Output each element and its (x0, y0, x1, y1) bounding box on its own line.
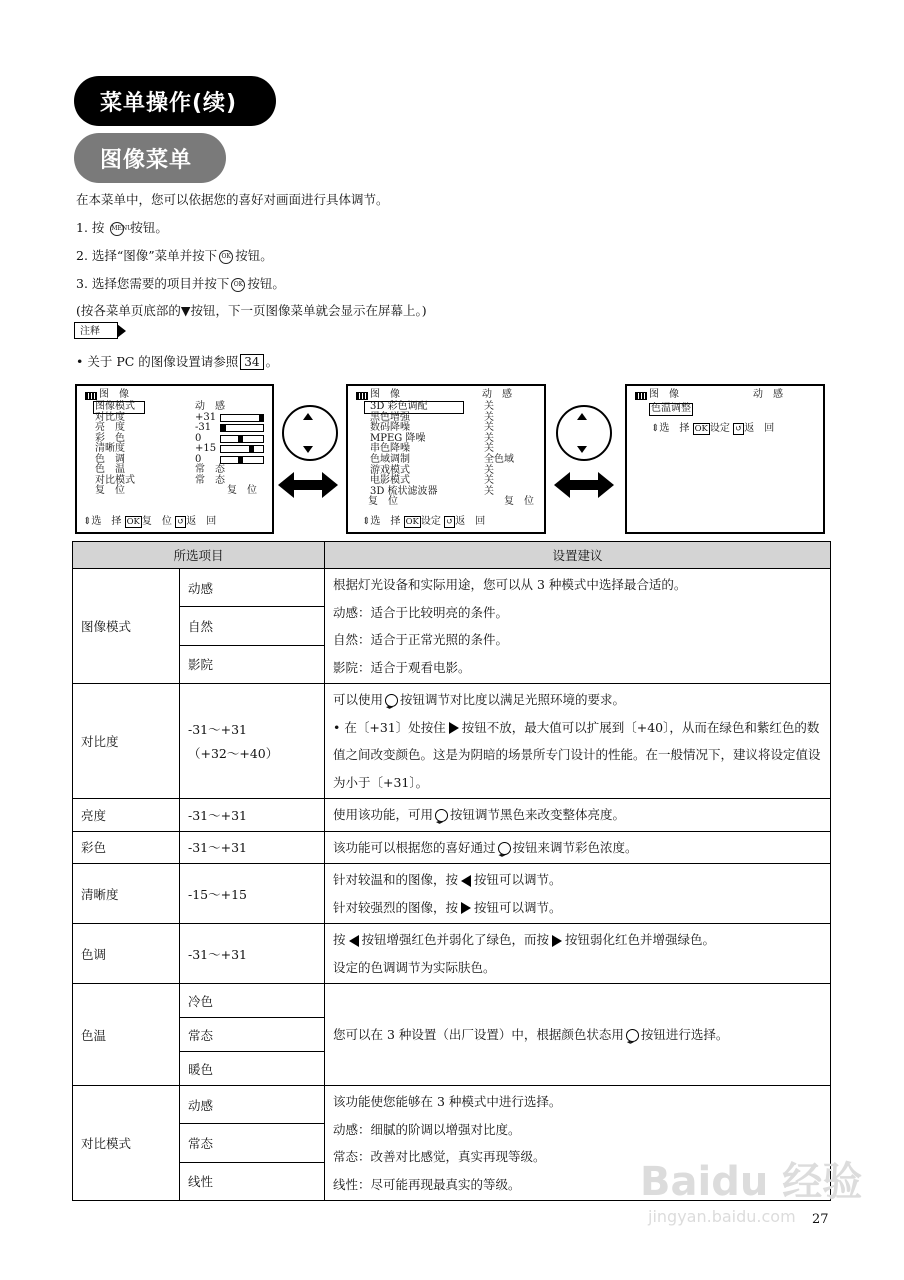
osd-row-label: 对比模式 (95, 474, 135, 486)
osd-row-value: 全色域 (484, 454, 514, 465)
page-reference: 34 (240, 354, 263, 370)
option: 自然 (180, 607, 325, 645)
osd-title-value: 动 感 (753, 389, 783, 400)
osd-row-label: 图像模式 (95, 401, 135, 412)
menu-icon (356, 392, 368, 400)
range-sharpness: -15～+15 (180, 864, 325, 924)
menu-button-icon: MENU (110, 222, 124, 236)
osd-row-label: MPEG 降噪 (370, 432, 426, 444)
osd-row-value: 关 (484, 411, 494, 423)
ok-icon: OK (126, 517, 140, 527)
osd-row-value: -31 (195, 422, 212, 433)
advice-sharpness: 针对较温和的图像，按 按钮可以调节。 针对较强烈的图像，按 按钮可以调节。 (325, 864, 831, 924)
option: 动感 (180, 1086, 325, 1124)
item-color: 彩色 (73, 831, 180, 864)
advice-contrast-mode: 该功能使您能够在 3 种模式中进行选择。 动感：细腻的阶调以增强对比度。 常态：改善对比感觉，真实再现等级。 线性：尽可能再现最真实的等级。 (325, 1086, 831, 1201)
range-tint: -31～+31 (180, 924, 325, 984)
osd-row-label: 游戏模式 (370, 464, 410, 476)
osd-level-bar (220, 456, 264, 464)
osd-title: 图 像 (99, 389, 129, 400)
note-tag: 注释 (74, 322, 118, 339)
return-icon: ↺ (177, 517, 185, 527)
up-down-dial-icon (282, 405, 338, 461)
osd-row-value: 常 态 (195, 474, 225, 486)
osd-row-value: +31 (195, 411, 217, 423)
left-right-button-icon (385, 694, 398, 707)
settings-table (72, 541, 831, 1201)
osd-row-label: 黑色增强 (370, 411, 410, 423)
option: 冷色 (180, 984, 325, 1018)
range-contrast: -31～+31 （+32～+40） (180, 684, 325, 799)
osd-row-value: 关 (484, 401, 494, 412)
left-arrow-icon (349, 935, 359, 947)
item-tint: 色调 (73, 924, 180, 984)
section-title: 菜单操作(续) (74, 76, 276, 126)
up-down-icon: ⇕ (83, 516, 92, 527)
osd-row-label: 彩 色 (95, 432, 125, 444)
item-contrast-mode: 对比模式 (73, 1086, 180, 1201)
right-arrow-icon (552, 935, 562, 947)
advice-color: 该功能可以根据您的喜好通过◂▸ 按钮来调节彩色浓度。 (325, 831, 831, 864)
item-contrast: 对比度 (73, 684, 180, 799)
osd-row-label: 串色降噪 (370, 443, 410, 455)
osd-row-value: 关 (484, 475, 494, 487)
osd-row-color-temp-adjust: 色温调整 (651, 403, 691, 414)
advice-contrast: 可以使用◂▸ 按钮调节对比度以满足光照环境的要求。 • 在〔+31〕处按住 按钮不放，最大值可以扩展到〔+40〕，从而在绿色和紫红色的数值之间改变颜色。这是为阴暗的场景所专门设计的性能。在一般情况下，建议将设定值设为小于〔+31〕。 (325, 684, 831, 799)
step-2: 2. 选择“图像”菜单并按下 OK 按钮。 (76, 248, 273, 263)
menu-icon (635, 392, 647, 400)
option: 常态 (180, 1018, 325, 1052)
double-arrow-icon (292, 480, 324, 490)
osd-row-value: 复 位 (504, 496, 534, 508)
osd-row-label: 复 位 (95, 485, 125, 496)
watermark: Baidu 经验 jingyan.baidu.com (640, 1159, 863, 1226)
osd-row-label: 对比度 (95, 411, 125, 423)
intro-line: 在本菜单中，您可以依据您的喜好对画面进行具体调节。 (76, 192, 389, 207)
osd-row-label: 3D 梳状滤波器 (370, 485, 438, 497)
step-3: 3. 选择您需要的项目并按下 OK 按钮。 (76, 276, 285, 291)
return-icon: ↺ (735, 424, 743, 434)
left-arrow-icon (461, 875, 471, 887)
option: 线性 (180, 1162, 325, 1200)
osd-title-value: 动 感 (482, 389, 512, 400)
osd-level-marker (221, 425, 226, 431)
osd-level-bar (220, 424, 264, 432)
osd-title: 图 像 (649, 389, 679, 400)
osd-row-label: 亮 度 (95, 422, 125, 433)
osd-row-value: 关 (484, 464, 494, 476)
osd-row-label: 色 温 (95, 464, 125, 475)
ok-icon: OK (694, 424, 708, 434)
item-sharpness: 清晰度 (73, 864, 180, 924)
osd-level-bar (220, 414, 264, 422)
left-right-button-icon (498, 842, 511, 855)
osd-title: 图 像 (370, 389, 400, 400)
osd-row-label: 色域调制 (370, 454, 410, 465)
note-line: (按各菜单页底部的▼按钮，下一页图像菜单就会显示在屏幕上。) (76, 303, 427, 318)
table-header-advice: 设置建议 (325, 542, 831, 569)
left-right-button-icon (435, 809, 448, 822)
osd-row-label: 电影模式 (370, 475, 410, 487)
osd-screen-picture-1 (75, 384, 274, 534)
up-down-dial-icon (556, 405, 612, 461)
osd-row-value: 关 (484, 443, 494, 455)
osd-row-label: 数码降噪 (370, 422, 410, 434)
osd-row-value: 动 感 (195, 401, 225, 412)
up-down-icon: ⇕ (362, 516, 371, 527)
item-color-temp: 色温 (73, 984, 180, 1086)
osd-row-value: 复 位 (227, 485, 257, 496)
ok-button-icon: OK (219, 250, 233, 264)
osd-row-value: +15 (195, 443, 217, 454)
osd-row-label: 3D 彩色调配 (370, 401, 428, 412)
item-picture-mode: 图像模式 (73, 569, 180, 684)
osd-row-value: 关 (484, 422, 494, 434)
range-brightness: -31～+31 (180, 799, 325, 832)
advice-brightness: 使用该功能，可用◂▸ 按钮调节黑色来改变整体亮度。 (325, 799, 831, 832)
osd-row-label: 清晰度 (95, 443, 125, 454)
osd-level-marker (259, 415, 264, 421)
osd-row-value: 0 (195, 453, 202, 465)
osd-level-marker (238, 457, 243, 463)
ok-button-icon: OK (231, 278, 245, 292)
advice-picture-mode: 根据灯光设备和实际用途，您可以从 3 种模式中选择最合适的。 动感：适合于比较明亮的条件。 自然：适合于正常光照的条件。 影院：适合于观看电影。 (325, 569, 831, 684)
osd-row-value: 常 态 (195, 464, 225, 475)
item-brightness: 亮度 (73, 799, 180, 832)
osd-row-value: 0 (195, 432, 202, 444)
right-arrow-icon (449, 722, 459, 734)
menu-icon (85, 392, 97, 400)
osd-screen-picture-2 (346, 384, 546, 534)
osd-screen-picture-3 (625, 384, 825, 534)
subsection-title: 图像菜单 (74, 133, 226, 183)
option: 影院 (180, 645, 325, 683)
osd-footer: ⇕选 择 OK 设定 ↺ 返 回 (362, 516, 486, 527)
osd-row-value: 关 (484, 432, 494, 444)
osd-footer: ⇕选 择 OK 复 位 ↺ 返 回 (83, 516, 217, 527)
page-number: 27 (812, 1212, 829, 1227)
range-color: -31～+31 (180, 831, 325, 864)
advice-color-temp: 您可以在 3 种设置（出厂设置）中，根据颜色状态用◂▸ 按钮进行选择。 (325, 984, 831, 1086)
osd-level-marker (249, 446, 254, 452)
double-arrow-icon (568, 480, 600, 490)
osd-level-bar (220, 445, 264, 453)
option: 暖色 (180, 1052, 325, 1086)
step-1: 1. 按 MENU 按钮。 (76, 220, 168, 235)
left-right-button-icon (626, 1029, 639, 1042)
osd-level-bar (220, 435, 264, 443)
ok-icon: OK (405, 517, 419, 527)
up-down-icon: ⇕ (651, 423, 660, 434)
option: 常态 (180, 1124, 325, 1162)
right-arrow-icon (461, 902, 471, 914)
table-header-item: 所选项目 (73, 542, 325, 569)
pc-note: • 关于 PC 的图像设置请参照 34 。 (76, 354, 279, 369)
osd-row-value: 关 (484, 485, 494, 497)
osd-row-label: 复 位 (368, 496, 398, 508)
osd-row-label: 色 调 (95, 453, 125, 465)
option: 动感 (180, 569, 325, 607)
advice-tint: 按 按钮增强红色并弱化了绿色，而按 按钮弱化红色并增强绿色。 设定的色调调节为实际肤色。 (325, 924, 831, 984)
osd-level-marker (238, 436, 243, 442)
osd-footer: ⇕选 择 OK 设定 ↺ 返 回 (651, 423, 775, 434)
return-icon: ↺ (446, 517, 454, 527)
